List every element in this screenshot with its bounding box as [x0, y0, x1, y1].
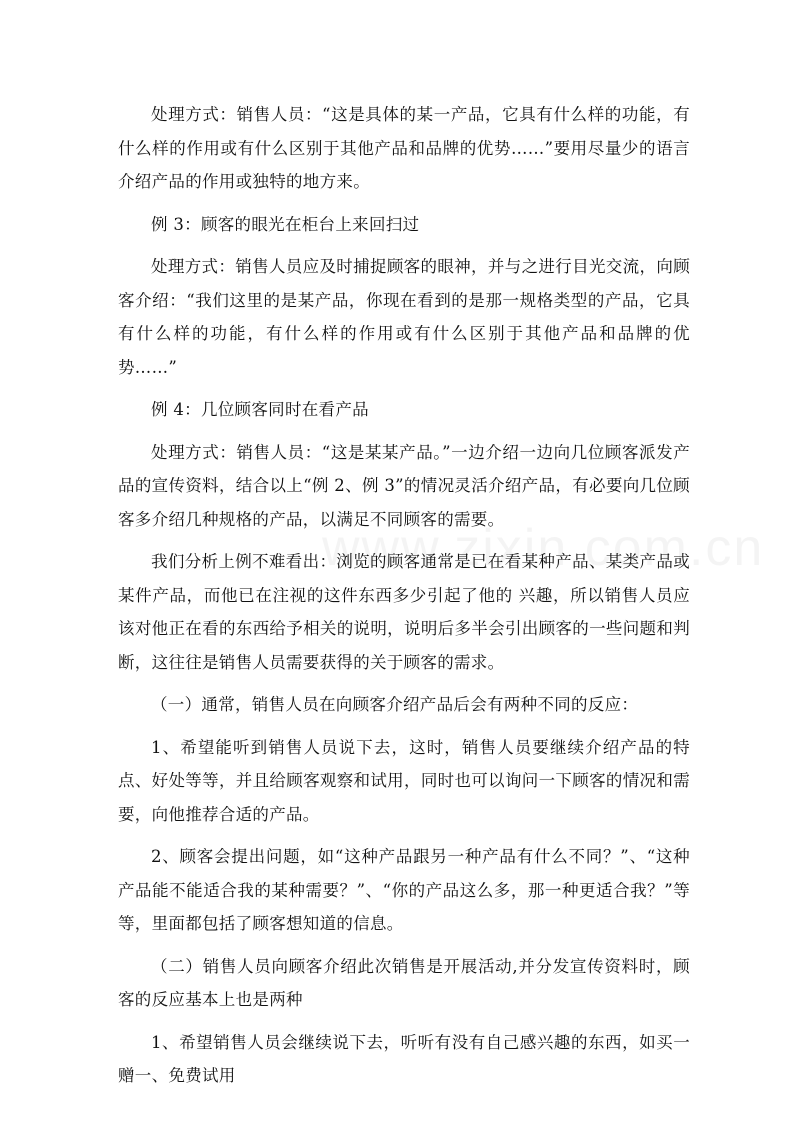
paragraph-handling-method-3: 处理方式：销售人员应及时捕捉顾客的眼神，并与之进行目光交流，向顾客介绍：“我们这里的是某产品，你现在看到的是那一规格类型的产品，它具有什么样的功能，有什么样的作用或有什么区别于其他产品和品牌的优势……” [118, 257, 690, 377]
paragraph-analysis: 我们分析上例不难看出：浏览的顾客通常是已在看某种产品、某类产品或某件产品，而他已在注视的这件东西多少引起了他的 兴趣，所以销售人员应该对他正在看的东西给予相关的说明，说明后多半会引出顾客的一些问题和判断，这往往是销售人员需要获得的关于顾客的需求。 [118, 552, 690, 672]
paragraph-example-4-heading: 例 4：几位顾客同时在看产品 [151, 400, 369, 419]
paragraph-handling-method-2: 处理方式：销售人员：“这是具体的某一产品，它具有什么样的功能，有什么样的作用或有什么区别于其他产品和品牌的优势……”要用尽量少的语言介绍产品的作用或独特的地方来。 [118, 105, 690, 191]
paragraph-section-2-item-1: 1、希望销售人员会继续说下去，听听有没有自己感兴趣的东西，如买一赠一、免费试用 [118, 1032, 690, 1085]
paragraph-handling-method-4: 处理方式：销售人员：“这是某某产品。”一边介绍一边向几位顾客派发产品的宣传资料，结合以上“例 2、例 3”的情况灵活介绍产品，有必要向几位顾客多介绍几种规格的产品，以满足不同顾客的需要。 [118, 442, 690, 529]
paragraph-section-2-heading: （二）销售人员向顾客介绍此次销售是开展活动,并分发宣传资料时，顾客的反应基本上也是两种 [118, 956, 690, 1009]
document-body [118, 98, 690, 1102]
paragraph-example-3-heading: 例 3：顾客的眼光在柜台上来回扫过 [151, 214, 420, 234]
paragraph-section-1-item-1: 1、希望能听到销售人员说下去，这时，销售人员要继续介绍产品的特点、好处等等，并且给顾客观察和试用，同时也可以询问一下顾客的情况和需要，向他推荐合适的产品。 [118, 737, 690, 824]
paragraph-section-1-heading: （一）通常，销售人员在向顾客介绍产品后会有两种不同的反应： [151, 695, 639, 714]
paragraph-section-1-item-2: 2、顾客会提出问题，如“这种产品跟另一种产品有什么不同？”、“这种产品能不能适合我的某种需要？”、“你的产品这么多，那一种更适合我？”等等，里面都包括了顾客想知道的信息。 [118, 847, 690, 933]
